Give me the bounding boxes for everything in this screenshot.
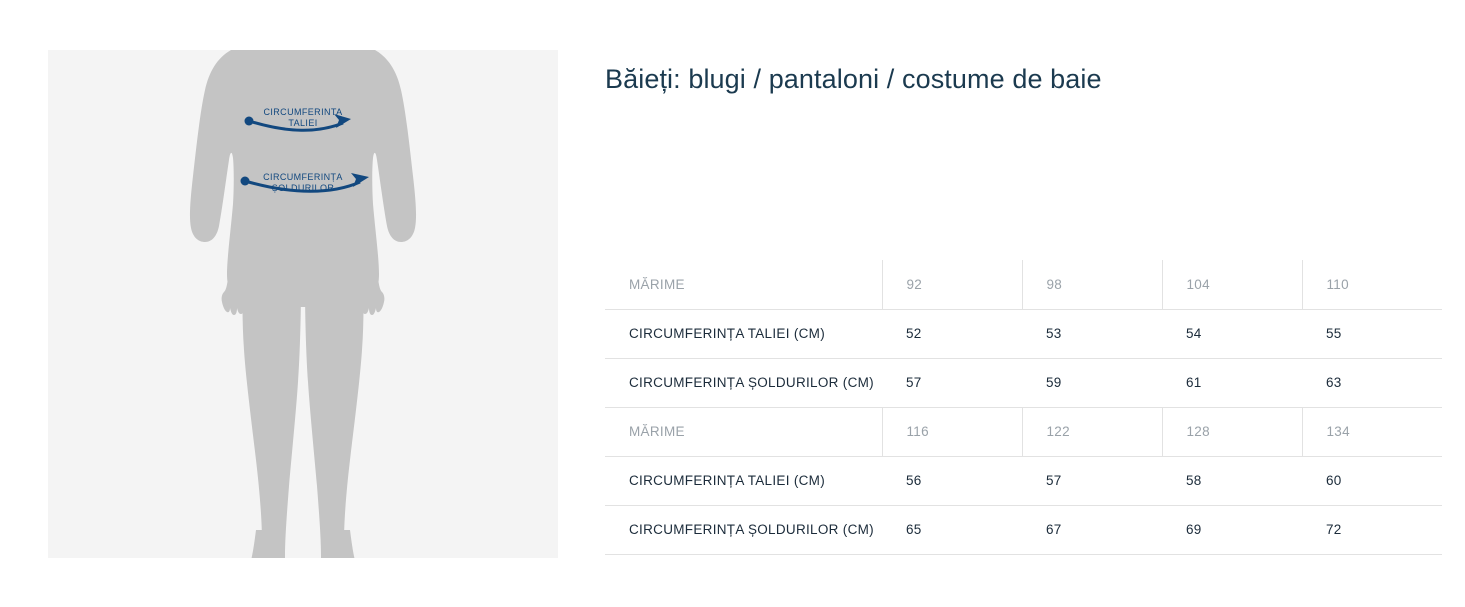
table-header-size: 122 bbox=[1022, 407, 1162, 456]
table-header-row bbox=[605, 260, 1442, 309]
table-header-size: 98 bbox=[1022, 260, 1162, 309]
row-value: 57 bbox=[1022, 456, 1162, 505]
hips-measure-label-line1: CIRCUMFERINȚA bbox=[263, 172, 343, 182]
table-row bbox=[605, 309, 1442, 358]
row-value: 67 bbox=[1022, 505, 1162, 554]
row-value: 63 bbox=[1302, 358, 1442, 407]
row-value: 53 bbox=[1022, 309, 1162, 358]
row-value: 58 bbox=[1162, 456, 1302, 505]
measurement-illustration-panel bbox=[48, 50, 558, 558]
table-row bbox=[605, 358, 1442, 407]
table-header-size: 104 bbox=[1162, 260, 1302, 309]
table-header-size: 134 bbox=[1302, 407, 1442, 456]
table-row bbox=[605, 505, 1442, 554]
table-row bbox=[605, 456, 1442, 505]
row-value: 54 bbox=[1162, 309, 1302, 358]
table-header-size: 128 bbox=[1162, 407, 1302, 456]
table-header-label: MĂRIME bbox=[605, 407, 882, 456]
size-guide-content bbox=[605, 0, 1415, 607]
row-label: CIRCUMFERINȚA ȘOLDURILOR (CM) bbox=[605, 505, 882, 554]
table-header-label: MĂRIME bbox=[605, 260, 882, 309]
waist-measure-label-line1: CIRCUMFERINTA bbox=[263, 107, 343, 117]
table-header-size: 110 bbox=[1302, 260, 1442, 309]
row-value: 65 bbox=[882, 505, 1022, 554]
table-header-size: 92 bbox=[882, 260, 1022, 309]
row-label: CIRCUMFERINȚA ȘOLDURILOR (CM) bbox=[605, 358, 882, 407]
waist-measure-label bbox=[233, 107, 373, 129]
row-label: CIRCUMFERINȚA TALIEI (CM) bbox=[605, 456, 882, 505]
table-header-row bbox=[605, 407, 1442, 456]
row-value: 72 bbox=[1302, 505, 1442, 554]
hips-measure-label bbox=[233, 172, 373, 194]
page-title: Băieți: blugi / pantaloni / costume de baie bbox=[605, 64, 1102, 94]
row-value: 60 bbox=[1302, 456, 1442, 505]
row-value: 61 bbox=[1162, 358, 1302, 407]
waist-measure-label-line2: TALIEI bbox=[288, 118, 318, 128]
hips-measure-label-line2: ȘOLDURILOR bbox=[271, 183, 335, 193]
row-value: 59 bbox=[1022, 358, 1162, 407]
row-value: 52 bbox=[882, 309, 1022, 358]
row-label: CIRCUMFERINȚA TALIEI (CM) bbox=[605, 309, 882, 358]
row-value: 69 bbox=[1162, 505, 1302, 554]
row-value: 56 bbox=[882, 456, 1022, 505]
table-header-size: 116 bbox=[882, 407, 1022, 456]
row-value: 55 bbox=[1302, 309, 1442, 358]
row-value: 57 bbox=[882, 358, 1022, 407]
size-chart-table bbox=[605, 260, 1442, 555]
